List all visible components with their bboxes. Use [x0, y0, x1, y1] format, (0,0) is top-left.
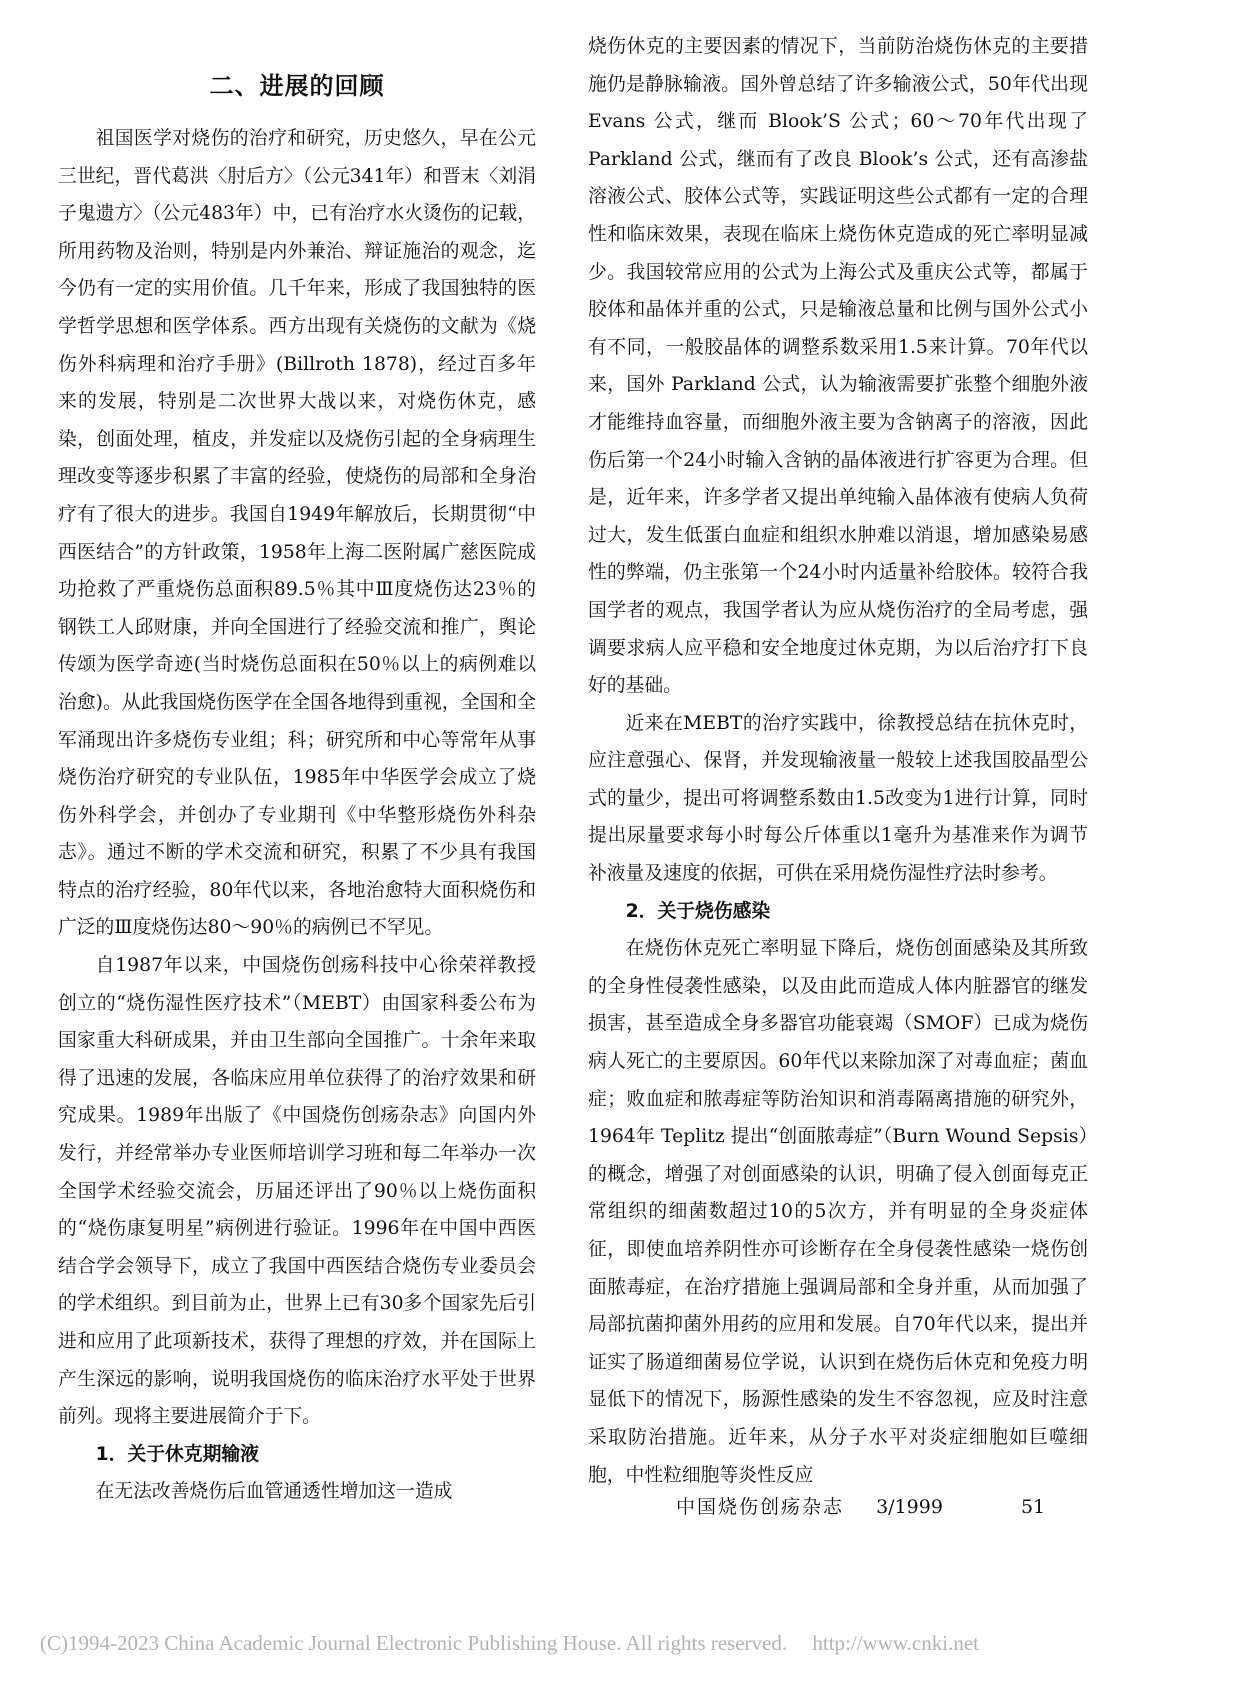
- copyright-url: http://www.cnki.net: [812, 1631, 979, 1655]
- page-number: 51: [1020, 1496, 1046, 1518]
- right-column: [588, 28, 1088, 1494]
- page-footer: [676, 1492, 1096, 1522]
- paragraph-shock-continued: 烧伤休克的主要因素的情况下，当前防治烧伤休克的主要措施仍是静脉输液。国外曾总结了许多输液公式，50年代出现 Evans 公式，继而 Blook’S 公式；60～70年代出现了 Parkland 公式，继而有了改良 Blook’s 公式，还有高渗盐溶液公式、胶体公式等，实践证明这些公式都有一定的合理性和临床效果，表现在临床上烧伤休克造成的死亡率明显减少。我国较常应用的公式为上海公式及重庆公式等，都属于胶体和晶体并重的公式，只是输液总量和比例与国外公式小有不同，一般胶晶体的调整系数采用1.5来计算。70年代以来，国外 Parkland 公式，认为输液需要扩张整个细胞外液才能维持血容量，而细胞外液主要为含钠离子的溶液，因此伤后第一个24小时输入含钠的晶体液进行扩容更为合理。但是，近年来，许多学者又提出单纯输入晶体液有使病人负荷过大，发生低蛋白血症和组织水肿难以消退，增加感染易感性的弊端，仍主张第一个24小时内适量补给胶体。较符合我国学者的观点，我国学者认为应从烧伤治疗的全局考虑，强调要求病人应平稳和安全地度过休克期，为以后治疗打下良好的基础。: [588, 36, 1088, 697]
- paragraph-mebt-history: 自1987年以来，中国烧伤创疡科技中心徐荣祥教授创立的“烧伤湿性医疗技术”（MEBT）由国家科委公布为国家重大科研成果，并由卫生部向全国推广。十余年来取得了迅速的发展，各临床应用单位获得了的治疗效果和研究成果。1989年出版了《中国烧伤创疡杂志》向国内外发行，并经常举办专业医师培训学习班和每二年举办一次全国学术经验交流会，历届还评出了90％以上烧伤面积的“烧伤康复明星”病例进行验证。1996年在中国中西医结合学会领导下，成立了我国中西医结合烧伤专业委员会的学术组织。到目前为止，世界上已有30多个国家先后引进和应用了此项新技术，获得了理想的疗效，并在国际上产生深远的影响，说明我国烧伤的临床治疗水平处于世界前列。现将主要进展简介于下。: [58, 955, 536, 1428]
- paragraph-mebt-practice: 近来在MEBT的治疗实践中，徐教授总结在抗休克时，应注意强心、保肾，并发现输液量一般较上述我国胶晶型公式的量少，提出可将调整系数由1.5改变为1进行计算，同时提出尿量要求每小时每公斤体重以1毫升为基准来作为调节补液量及速度的依据，可供在采用烧伤湿性疗法时参考。: [588, 712, 1088, 885]
- section-title: 二、进展的回顾: [209, 72, 385, 100]
- right-text-flow: [588, 28, 1088, 1494]
- left-column: [58, 58, 536, 1511]
- copyright-watermark: [40, 1629, 1220, 1657]
- issue-number: 3/1999: [876, 1496, 943, 1518]
- paragraph-infection: 在烧伤休克死亡率明显下降后，烧伤创面感染及其所致的全身性侵袭性感染，以及由此而造成人体内脏器官的继发损害，甚至造成全身多器官功能衰竭（SMOF）已成为烧伤病人死亡的主要原因。60年代以来除加深了对毒血症；菌血症；败血症和脓毒症等防治知识和消毒隔离措施的研究外，1964年 Teplitz 提出“创面脓毒症”（Burn Wound Sepsis）的概念，增强了对创面感染的认识，明确了侵入创面每克正常组织的细菌数超过10的5次方，并有明显的全身炎症体征，即使血培养阴性亦可诊断存在全身侵袭性感染一烧伤创面脓毒症，在治疗措施上强调局部和全身并重，从而加强了局部抗菌抑菌外用药的应用和发展。自70年代以来，提出并证实了肠道细菌易位学说，认识到在烧伤后休克和免疫力明显低下的情况下，肠源性感染的发生不容忽视，应及时注意采取防治措施。近年来，从分子水平对炎症细胞如巨噬细胞，中性粒细胞等炎性反应: [588, 938, 1088, 1486]
- heading-shock-fluid: 1．关于休克期输液: [95, 1443, 259, 1465]
- copyright-notice: (C)1994-2023 China Academic Journal Electronic Publishing House. All rights reserved.: [40, 1631, 788, 1655]
- paragraph-history: 祖国医学对烧伤的治疗和研究，历史悠久，早在公元三世纪，晋代葛洪〈肘后方〉（公元341年）和晋末〈刘涓子鬼遗方〉（公元483年）中，已有治疗水火烫伤的记载，所用药物及治则，特别是内外兼治、辩证施治的观念，迄今仍有一定的实用价值。几千年来，形成了我国独特的医学哲学思想和医学体系。西方出现有关烧伤的文献为《烧伤外科病理和治疗手册》(Billroth 1878)，经过百多年来的发展，特别是二次世界大战以来，对烧伤休克，感染，创面处理，植皮，并发症以及烧伤引起的全身病理生理改变等逐步积累了丰富的经验，使烧伤的局部和全身治疗有了很大的进步。我国自1949年解放后，长期贯彻“中西医结合”的方针政策，1958年上海二医附属广慈医院成功抢救了严重烧伤总面积89.5％其中Ⅲ度烧伤达23％的钢铁工人邱财康，并向全国进行了经验交流和推广，舆论传颂为医学奇迹(当时烧伤总面积在50％以上的病例难以治愈)。从此我国烧伤医学在全国各地得到重视，全国和全军涌现出许多烧伤专业组；科；研究所和中心等常年从事烧伤治疗研究的专业队伍，1985年中华医学会成立了烧伤外科学会，并创办了专业期刊《中华整形烧伤外科杂志》。通过不断的学术交流和研究，积累了不少具有我国特点的治疗经验，80年代以来，各地治愈特大面积烧伤和广泛的Ⅲ度烧伤达80～90％的病例已不罕见。: [58, 128, 536, 939]
- heading-burn-infection: 2．关于烧伤感染: [625, 900, 771, 922]
- journal-name: 中国烧伤创疡杂志: [676, 1496, 845, 1518]
- paragraph-shock-start: 在无法改善烧伤后血管通透性增加这一造成: [95, 1481, 453, 1503]
- left-text-flow: [58, 120, 536, 1511]
